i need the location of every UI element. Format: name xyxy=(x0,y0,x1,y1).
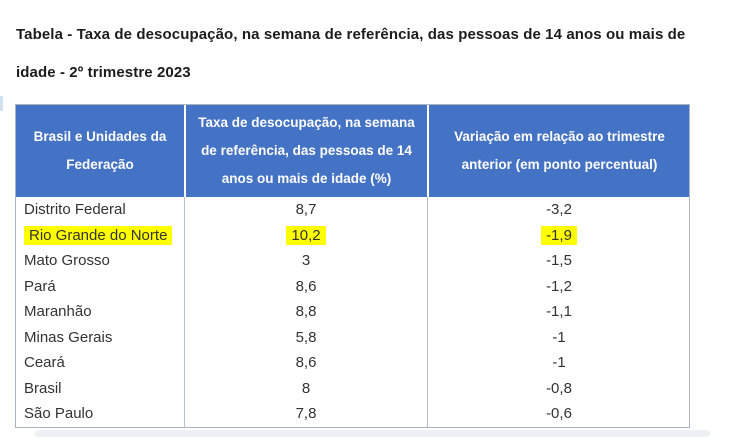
cell-value: Maranhão xyxy=(24,303,92,321)
cell-value: 7,8 xyxy=(295,405,317,423)
table-row xyxy=(16,248,689,274)
highlighted-value: 10,2 xyxy=(286,226,325,245)
variation-cell xyxy=(427,274,690,300)
cell-value: -1 xyxy=(552,328,566,346)
region-cell xyxy=(16,223,184,249)
rate-cell xyxy=(184,299,427,325)
table-row xyxy=(16,197,689,223)
region-cell xyxy=(16,274,184,300)
cell-value: 8,8 xyxy=(295,303,317,321)
highlighted-value: Rio Grande do Norte xyxy=(24,226,172,245)
rate-cell xyxy=(184,274,427,300)
table-row xyxy=(16,223,689,249)
cell-value: 8,7 xyxy=(295,201,317,219)
cell-value: Brasil xyxy=(24,379,62,397)
cell-value: -1,5 xyxy=(546,252,572,270)
cell-value: -1 xyxy=(552,354,566,372)
cell-value: Distrito Federal xyxy=(24,201,126,219)
cell-value: -1,1 xyxy=(546,303,572,321)
table-row xyxy=(16,376,689,402)
rate-cell xyxy=(184,248,427,274)
bottom-strip-decoration xyxy=(35,430,710,437)
rate-cell xyxy=(184,376,427,402)
cell-value: 8,6 xyxy=(295,354,317,372)
cell-value: Ceará xyxy=(24,354,65,372)
cell-value: 5,8 xyxy=(295,328,317,346)
table-header-row xyxy=(16,105,689,197)
cell-value: 3 xyxy=(301,252,311,270)
variation-cell xyxy=(427,401,690,427)
region-cell xyxy=(16,350,184,376)
table-body xyxy=(16,197,689,427)
region-cell xyxy=(16,401,184,427)
table-title-line1: Tabela - Taxa de desocupação, na semana de referência, das pessoas de 14 anos ou mais de xyxy=(16,26,686,43)
region-cell xyxy=(16,248,184,274)
rate-cell xyxy=(184,197,427,223)
variation-cell xyxy=(427,299,690,325)
rate-cell xyxy=(184,401,427,427)
table-row xyxy=(16,350,689,376)
cell-value: -1,2 xyxy=(546,277,572,295)
edge-artifact xyxy=(0,96,3,111)
table-title xyxy=(16,16,750,92)
unemployment-table xyxy=(15,104,690,428)
table-title-line2: idade - 2º trimestre 2023 xyxy=(16,64,191,81)
cell-value: Mato Grosso xyxy=(24,252,110,270)
table-row xyxy=(16,274,689,300)
rate-cell xyxy=(184,325,427,351)
table-row xyxy=(16,401,689,427)
variation-cell xyxy=(427,350,690,376)
cell-value: -3,2 xyxy=(546,201,572,219)
cell-value: São Paulo xyxy=(24,405,94,423)
cell-value: -0,6 xyxy=(546,405,572,423)
variation-cell xyxy=(427,376,690,402)
region-cell xyxy=(16,376,184,402)
table-row xyxy=(16,299,689,325)
column-header-rate: Taxa de desocupação, na semana de referência, das pessoas de 14 anos ou mais de idade (%) xyxy=(184,105,427,197)
variation-cell xyxy=(427,223,690,249)
column-header-region: Brasil e Unidades da Federação xyxy=(33,129,167,172)
cell-value: 8,6 xyxy=(295,277,317,295)
cell-value: Minas Gerais xyxy=(24,328,113,346)
table-row xyxy=(16,325,689,351)
cell-value: -0,8 xyxy=(546,379,572,397)
column-header-variation: Variação em relação ao trimestre anterior (em ponto percentual) xyxy=(427,105,690,197)
variation-cell xyxy=(427,197,690,223)
highlighted-value: -1,9 xyxy=(541,226,577,245)
region-cell xyxy=(16,299,184,325)
region-cell xyxy=(16,325,184,351)
cell-value: Pará xyxy=(24,277,56,295)
variation-cell xyxy=(427,325,690,351)
rate-cell xyxy=(184,223,427,249)
variation-cell xyxy=(427,248,690,274)
cell-value: 8 xyxy=(301,379,311,397)
region-cell xyxy=(16,197,184,223)
rate-cell xyxy=(184,350,427,376)
